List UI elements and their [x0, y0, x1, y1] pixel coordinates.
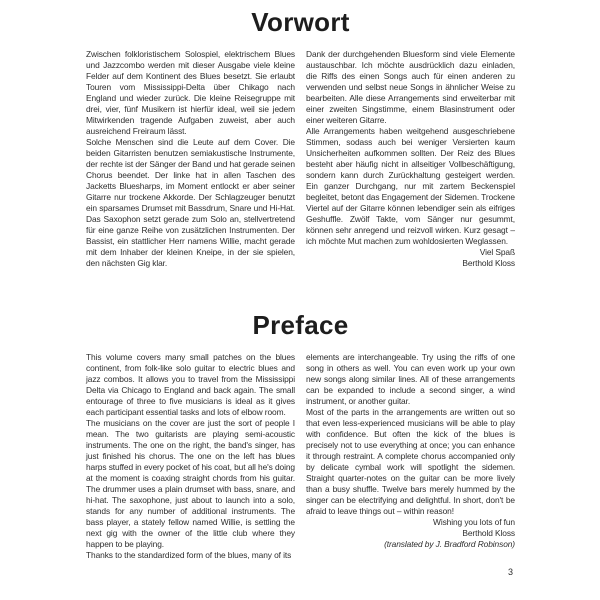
preface-title: Preface [252, 310, 349, 340]
preface-signoff-greeting: Wishing you lots of fun [433, 517, 515, 527]
preface-paragraph-2: The musicians on the cover are just the sort of people I mean. The two guitarists are playing semi-acoustic instruments. The one on the right, the band's singer, has just finished his chorus. The one on the left has blues harps stuffed in every pocket of his coat, but all he's doing at the moment is coaxing straight chords from his guitar. The drummer uses a plain drumset with bass, snare, and hi-hat. The saxophone, just about to launch into a solo, stands for any number of additional instruments. The bass player, a stately fellow named Willie, is settling the next gig with the owner of the little club where they happen to be playing. [86, 418, 295, 549]
preface-paragraph-4: elements are interchangeable. Try using the riffs of one song in others as well. You can even work up your own new songs along similar lines. All of these arrangements can be expanded to include a second singer, a wind instrument, or another guitar. [306, 352, 515, 406]
vorwort-signoff-greeting: Viel Spaß [479, 247, 515, 257]
preface-left-column [86, 352, 295, 561]
section-vorwort [86, 8, 515, 269]
vorwort-signoff-author: Berthold Kloss [462, 258, 515, 268]
vorwort-left-column [86, 49, 295, 269]
preface-signoff-author: Berthold Kloss [462, 528, 515, 538]
preface-paragraph-5: Most of the parts in the arrangements are written out so that even less-experienced musicians will be able to play with confidence. But often the kick of the blues is precisely not to use everything at once; you can enhance it through restraint. A complete chorus accompanied only by delicate cymbal work will spotlight the sidemen. Straight quarter-notes on the guitar can be more lively than a busy shuffle. Twelve bars merely hummed by the singer can be electrifying and delightful. In short, don't be afraid to leave things out – within reason! [306, 407, 515, 516]
vorwort-columns [86, 49, 515, 269]
preface-translator-credit: (translated by J. Bradford Robinson) [384, 539, 515, 549]
preface-columns [86, 352, 515, 561]
vorwort-title: Vorwort [251, 7, 350, 37]
vorwort-right-column [306, 49, 515, 269]
vorwort-paragraph-3: Dank der durchgehenden Bluesform sind viele Elemente austauschbar. Ich möchte ausdrücklich dazu einladen, die Riffs des einen Songs auch für einen anderen zu verwenden und selbst neue Songs in ähnlicher Weise zu bearbeiten. Alle diese Arrangements sind erweiterbar mit einer zweiten Singstimme, einem Blasinstrument oder einer weiteren Gitarre. [306, 49, 515, 125]
preface-right-column [306, 352, 515, 561]
preface-paragraph-1: This volume covers many small patches on the blues continent, from folk-like solo guitar to electric blues and jazz combos. It allows you to travel from the Mississippi Delta via Chicago to England and back again. The small entourage of three to five musicians is ideal as it gives each participant essential tasks and lots of elbow room. [86, 352, 295, 417]
vorwort-paragraph-1: Zwischen folkloristischem Solospiel, elektrischem Blues und Jazzcombo werden mit dieser Ausgabe viele kleine Felder auf dem Kontinent des Blues besetzt. Sie erlaubt Touren vom Mississippi-Delta über Chikago nach England und wieder zurück. Die kleine Reisegruppe mit drei, vier, fünf Musikern ist hierfür ideal, weil sie jedem Mitwirkenden tragende Aufgaben zuweist, aber auch ausreichend Freiraum lässt. [86, 49, 295, 136]
vorwort-paragraph-2: Solche Menschen sind die Leute auf dem Cover. Die beiden Gitarristen benutzen semiakustische Instrumente, der rechte ist der Sänger der Band und hat gerade seinen Chorus beendet. Der linke hat in allen Taschen des Jacketts Bluesharps, im Moment entlockt er aber seiner Gitarre nur trockene Akkorde. Der Schlagzeuger benutzt ein sparsames Drumset mit Bassdrum, Snare und Hi-Hat. Das Saxophon setzt gerade zum Solo an, stellvertretend für eine ganze Reihe von zusätzlichen Instrumenten. Der Bassist, ein stattlicher Herr namens Willie, macht gerade mit dem Inhaber der kleinen Kneipe, in der sie spielen, den nächsten Gig klar. [86, 137, 295, 268]
preface-paragraph-3: Thanks to the standardized form of the blues, many of its [86, 550, 292, 560]
page-number: 3 [507, 567, 513, 577]
section-preface [86, 311, 515, 561]
vorwort-paragraph-4: Alle Arrangements haben weitgehend ausgeschriebene Stimmen, sodass auch bei weniger Versierten kaum Unsicherheiten aufkommen sollten. Der Reiz des Blues besteht aber häufig nicht in allseitiger Vollbeschäftigung, sondern kann durch Zurückhaltung gesteigert werden. Ein ganzer Durchgang, nur mit zartem Beckenspiel begleitet, betont das Engagement der Sidemen. Trockene Viertel auf der Gitarre können lebendiger sein als eifriges Geshuffle. Zwölf Takte, vom Sänger nur gesummt, können sehr anregend und reizvoll wirken. Kurz gesagt – ich möchte Mut machen zum wohldosierten Weglassen. [306, 126, 515, 246]
